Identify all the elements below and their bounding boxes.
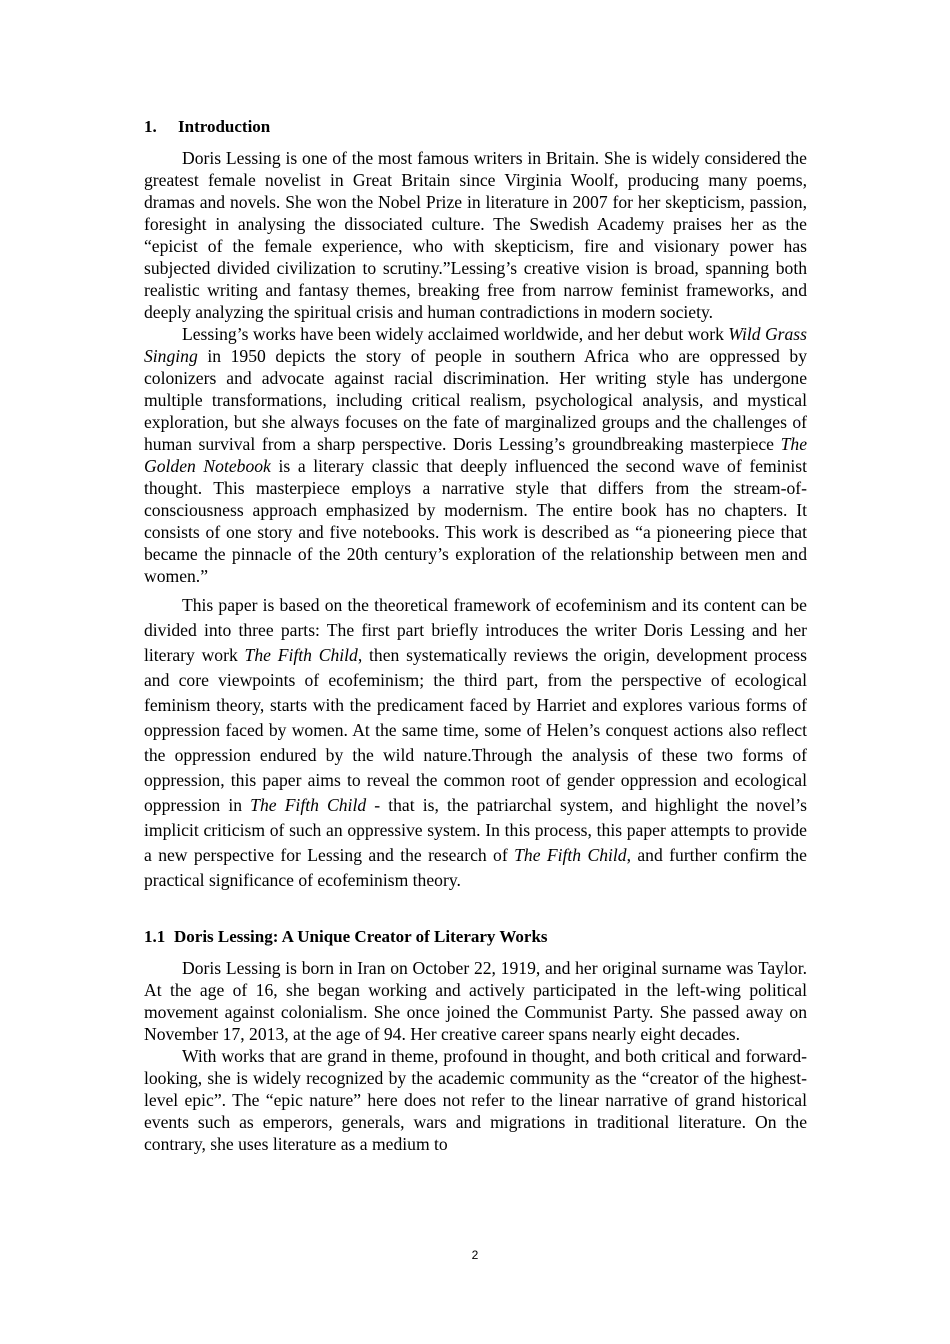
section-title: Doris Lessing: A Unique Creator of Literary Works [174,927,548,946]
paragraph: With works that are grand in theme, profound in thought, and both critical and forward-looking, she is widely recognized by the academic community as the “creator of the highest-level epic”. The “epic nature” here does not refer to the linear narrative of grand historical events such as emperors, generals, wars and migrations in traditional literature. On the contrary, she uses literature as a medium to [144,1046,807,1154]
book-title: The Fifth Child [244,645,358,665]
page-content [144,113,807,1155]
book-title: The Fifth Child [250,795,367,815]
section-number: 1. [144,117,157,136]
section-number: 1.1 [144,927,166,946]
book-title: Wild Grass Singing [144,324,807,366]
book-title: The Fifth Child [514,845,627,865]
paragraph: Lessing’s works have been widely acclaimed worldwide, and her debut work Wild Grass Singing in 1950 depicts the story of people in southern Africa who are oppressed by colonizers and advocate against racial discrimination. Her writing style has undergone multiple transformations, including critical realism, psychological analysis, and mystical exploration, but she always focuses on the fate of marginalized groups and the challenges of human survival from a sharp perspective. Doris Lessing’s groundbreaking masterpiece The Golden Notebook is a literary classic that deeply influenced the second wave of feminist thought. This masterpiece employs a narrative style that differs from the stream-of-consciousness approach emphasized by modernism. The entire book has no chapters. It consists of one story and five notebooks. This work is described as “a pioneering piece that became the pinnacle of the 20th century’s exploration of the relationship between men and women.” [144,324,807,586]
paragraph: Doris Lessing is born in Iran on October 22, 1919, and her original surname was Taylor. At the age of 16, she began working and actively participated in the left-wing political movement against colonialism. She once joined the Communist Party. She passed away on November 17, 2013, at the age of 94. Her creative career spans nearly eight decades. [144,958,807,1044]
paragraph: This paper is based on the theoretical framework of ecofeminism and its content can be divided into three parts: The first part briefly introduces the writer Doris Lessing and her literary work The Fifth Child, then systematically reviews the origin, development process and core viewpoints of ecofeminism; the third part, from the perspective of ecological feminism theory, starts with the predicament faced by Harriet and explores various forms of oppression faced by women. At the same time, some of Helen’s conquest actions also reflect the oppression endured by the wild nature.Through the analysis of these two forms of oppression, this paper aims to reveal the common root of gender oppression and ecological oppression in The Fifth Child - that is, the patriarchal system, and highlight the novel’s implicit criticism of such an oppressive system. In this process, this paper attempts to provide a new perspective for Lessing and the research of The Fifth Child, and further confirm the practical significance of ecofeminism theory. [144,595,807,890]
section-heading-introduction [144,113,807,141]
section-title: Introduction [178,117,271,136]
paragraph: Doris Lessing is one of the most famous writers in Britain. She is widely considered the greatest female novelist in Great Britain since Virginia Woolf, producing many poems, dramas and novels. She won the Nobel Prize in literature in 2007 for her skepticism, passion, foresight in analysing the dissociated culture. The Swedish Academy praises her as the “epicist of the female experience, who with skepticism, fire and visionary power has subjected divided civilization to scrutiny.”Lessing’s creative vision is broad, spanning both realistic writing and fantasy themes, breaking free from narrow feminist frameworks, and deeply analyzing the spiritual crisis and human contradictions in modern society. [144,148,807,322]
book-title: The Golden Notebook [144,434,807,476]
section-heading-doris-lessing [144,923,807,951]
page-number: 2 [471,1248,479,1262]
